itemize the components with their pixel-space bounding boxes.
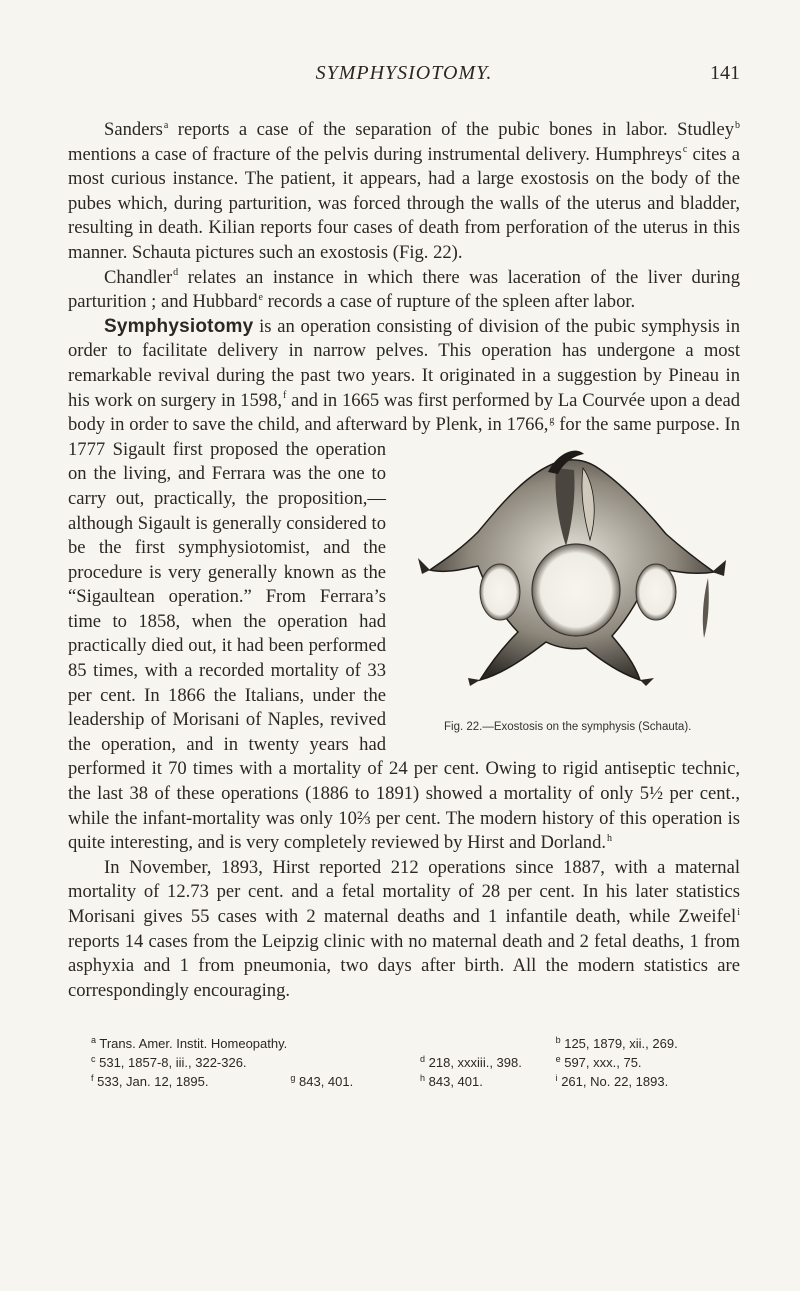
- text-run: Sanders: [104, 119, 163, 140]
- footnote-d: [419, 1053, 555, 1072]
- footnote-mark: g: [290, 1072, 296, 1083]
- footnote-text: 533, Jan. 12, 1895.: [93, 1074, 209, 1089]
- text-run: reports a case of the separation of the pubic bones in labor. Studley: [168, 119, 734, 140]
- footnote-e: [555, 1053, 750, 1072]
- text-run: relates an instance in which there was laceration of the liver during parturition ; and Hubbard: [68, 266, 740, 313]
- paragraph-1: [68, 118, 740, 266]
- footnote-ref: i: [737, 906, 740, 918]
- footnote-ref: c: [682, 144, 688, 156]
- footnote-text: 597, xxx., 75.: [560, 1055, 642, 1070]
- footnote-ref: a: [163, 119, 169, 131]
- text-run: and in 1665 was first performed by La Courvée upon a dead body in order to save the child, and afterward by Plenk, in 1766,: [68, 389, 740, 436]
- figure-22: [408, 442, 740, 740]
- text-run: for the same purpose. In 1777 Sigault first proposed the operation on the living, and Ferrara was the one to carry out, practically, the proposition,—although Sigault is generally considered to be the first symphysiotomist, and the procedure is very generally known as the “Sigaultean operation.” From Ferrara’s time to 1858, when the operation had practically died out, it had been performed 85 times, with a recorded mortality of 33 per cent. In 1866 the Italians, under the leadership of Morisani of Naples, revived the operation, and in twenty years had performed it 70 times with a mortality of 24 per cent. Owing to rigid antiseptic technic, the last 38 of these operations (1886 to 1891) showed a mortality of only 5½ per cent., while the infant-mortality was only 10⅔ per cent. The modern history of this operation is quite interesting, and is very completely reviewed by Hirst and Dorland.: [68, 414, 740, 854]
- footnote-row: [90, 1072, 750, 1091]
- footnote-b: [555, 1034, 750, 1053]
- footnote-text: 531, 1857-8, iii., 322-326.: [95, 1055, 247, 1070]
- text-run: cites a most curious instance. The patient, it appears, had a large exostosis on the body of the pubes which, during parturition, was forced through the walls of the uterus and bladder, resulting in death. Kilian reports four cases of death from perforation of the uterus in this manner. Schauta pictures such an exostosis (Fig. 22).: [68, 143, 741, 263]
- paragraph-3: [68, 315, 740, 856]
- footnote-text: 125, 1879, xii., 269.: [560, 1036, 678, 1051]
- text-run: records a case of rupture of the spleen after labor.: [262, 291, 636, 313]
- footnote-text: 218, xxxiii., 398.: [425, 1055, 522, 1070]
- footnote-ref: h: [607, 833, 613, 845]
- footnote-mark: a: [91, 1034, 97, 1045]
- body-text: [68, 118, 740, 1003]
- footnote-c: [90, 1053, 419, 1072]
- running-head: SYMPHYSIOTOMY.: [315, 62, 493, 84]
- text-run: mentions a case of fracture of the pelvis during instrumental delivery. Humphreys: [68, 143, 682, 165]
- paragraph-4: [68, 856, 740, 1004]
- footnote-mark: c: [91, 1053, 96, 1064]
- footnotes: [90, 1034, 750, 1091]
- section-lead-term: Symphysiotomy: [104, 315, 254, 337]
- paragraph-2: [68, 266, 740, 315]
- footnote-row: [90, 1053, 750, 1072]
- text-run: In November, 1893, Hirst reported 212 operations since 1887, with a maternal mortality of 12.73 per cent. and a fetal mortality of 28 per cent. In his later statistics Morisani gives 55 cases with 2 maternal deaths and 1 infantile death, while Zweifel: [68, 856, 740, 927]
- footnote-text: 843, 401.: [295, 1074, 354, 1089]
- page-number: 141: [710, 62, 740, 84]
- footnote-ref: g: [549, 414, 555, 426]
- footnote-text: 843, 401.: [425, 1074, 483, 1089]
- footnote-h: [419, 1072, 555, 1091]
- footnote-ref: e: [258, 291, 263, 303]
- footnote-mark: b: [555, 1034, 561, 1045]
- footnote-mark: d: [420, 1053, 426, 1064]
- text-run: Chandler: [104, 266, 173, 288]
- footnote-i: [555, 1072, 750, 1091]
- footnote-ref: d: [173, 267, 179, 279]
- footnote-f: [90, 1072, 289, 1091]
- text-run: reports 14 cases from the Leipzig clinic with no maternal death and 2 fetal deaths, 1 from asphyxia and 1 from pneumonia, two days after birth. All the modern statistics are correspondingly encouraging.: [68, 930, 740, 1001]
- footnote-mark: h: [420, 1072, 426, 1083]
- footnote-row: [90, 1034, 750, 1053]
- footnote-text: Trans. Amer. Instit. Homeopathy.: [96, 1036, 288, 1051]
- figure-caption: Fig. 22.—Exostosis on the symphysis (Schauta).: [444, 721, 692, 734]
- footnote-text: 261, No. 22, 1893.: [557, 1074, 669, 1089]
- footnote-g: [289, 1072, 419, 1091]
- exostosis-illustration: [408, 442, 740, 720]
- page-header: [68, 62, 740, 92]
- footnote-mark: f: [91, 1072, 94, 1083]
- footnote-a: [90, 1034, 555, 1053]
- footnote-mark: e: [555, 1053, 561, 1064]
- footnote-ref: f: [283, 390, 287, 402]
- footnote-mark: i: [555, 1072, 558, 1083]
- footnote-ref: b: [735, 119, 740, 131]
- text-run: is an operation consisting of division of the pubic symphysis in order to facilitate delivery in narrow pelves. This operation has undergone a most remarkable revival during the past two years. It originated in a suggestion by Pineau in his work on surgery in 1598,: [68, 315, 740, 411]
